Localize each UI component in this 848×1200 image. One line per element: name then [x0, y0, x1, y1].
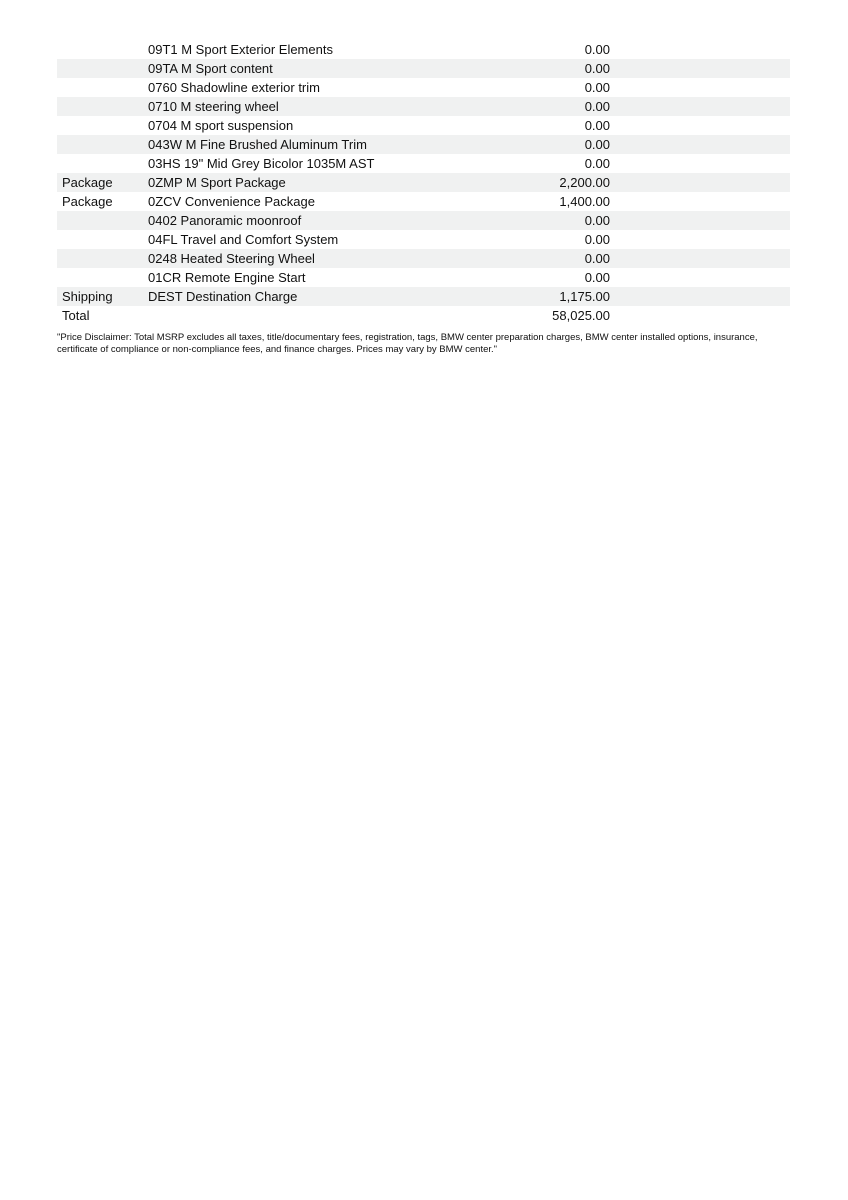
category-cell [57, 268, 148, 287]
description-cell: 0ZCV Convenience Package [148, 194, 315, 209]
description-cell: 04FL Travel and Comfort System [148, 232, 339, 247]
spacer-cell [610, 192, 790, 211]
table-row [57, 97, 790, 116]
table-row [57, 287, 790, 306]
description-cell: 09TA M Sport content [148, 61, 273, 76]
description-cell: 03HS 19" Mid Grey Bicolor 1035M AST [148, 156, 375, 171]
description-cell: 0710 M steering wheel [148, 99, 279, 114]
category-cell: Total [62, 308, 90, 323]
spacer-cell [610, 211, 790, 230]
spacer-cell [610, 268, 790, 287]
price-disclaimer: "Price Disclaimer: Total MSRP excludes all taxes, title/documentary fees, registration, tags, BMW center preparation charges, BMW center installed options, insurance, certificate of compliance or non-compliance fees, and finance charges. Prices may vary by BMW center." [57, 332, 758, 355]
table-row [57, 173, 790, 192]
table-row [57, 59, 790, 78]
category-cell: Shipping [62, 289, 113, 304]
spacer-cell [610, 116, 790, 135]
price-cell: 0.00 [584, 251, 610, 266]
description-cell: 0704 M sport suspension [148, 118, 294, 133]
description-cell: 0248 Heated Steering Wheel [148, 251, 315, 266]
table-row [57, 78, 790, 97]
price-cell: 2,200.00 [559, 175, 610, 190]
spacer-cell [610, 78, 790, 97]
table-row [57, 306, 790, 325]
spacer-cell [610, 306, 790, 325]
category-cell [57, 230, 148, 249]
spacer-cell [610, 249, 790, 268]
price-cell: 0.00 [584, 99, 610, 114]
pricing-table [57, 40, 790, 325]
price-cell: 0.00 [584, 42, 610, 57]
category-cell [57, 135, 148, 154]
category-cell: Package [62, 175, 113, 190]
table-row [57, 211, 790, 230]
spacer-cell [610, 97, 790, 116]
table-row [57, 268, 790, 287]
price-cell: 0.00 [584, 61, 610, 76]
category-cell [57, 40, 148, 59]
table-row [57, 135, 790, 154]
description-cell: 043W M Fine Brushed Aluminum Trim [148, 137, 367, 152]
description-cell: DEST Destination Charge [148, 289, 298, 304]
description-cell: 0402 Panoramic moonroof [148, 213, 302, 228]
table-row [57, 154, 790, 173]
spacer-cell [610, 40, 790, 59]
price-cell: 0.00 [584, 137, 610, 152]
price-cell: 0.00 [584, 213, 610, 228]
price-cell: 0.00 [584, 80, 610, 95]
price-cell: 58,025.00 [552, 308, 610, 323]
category-cell [57, 211, 148, 230]
description-cell: 0ZMP M Sport Package [148, 175, 286, 190]
table-row [57, 192, 790, 211]
price-cell: 0.00 [584, 232, 610, 247]
category-cell: Package [62, 194, 113, 209]
description-cell: 09T1 M Sport Exterior Elements [148, 42, 333, 57]
table-row [57, 230, 790, 249]
category-cell [57, 97, 148, 116]
price-cell: 0.00 [584, 270, 610, 285]
category-cell [57, 249, 148, 268]
spacer-cell [610, 173, 790, 192]
price-cell: 1,175.00 [559, 289, 610, 304]
spacer-cell [610, 154, 790, 173]
spacer-cell [610, 135, 790, 154]
spacer-cell [610, 59, 790, 78]
spacer-cell [610, 287, 790, 306]
category-cell [57, 116, 148, 135]
description-cell: 01CR Remote Engine Start [148, 270, 306, 285]
price-cell: 0.00 [584, 156, 610, 171]
table-row [57, 249, 790, 268]
price-cell: 0.00 [584, 118, 610, 133]
description-cell [148, 306, 460, 325]
category-cell [57, 154, 148, 173]
category-cell [57, 59, 148, 78]
spacer-cell [610, 230, 790, 249]
description-cell: 0760 Shadowline exterior trim [148, 80, 320, 95]
table-row [57, 40, 790, 59]
price-cell: 1,400.00 [559, 194, 610, 209]
table-row [57, 116, 790, 135]
category-cell [57, 78, 148, 97]
